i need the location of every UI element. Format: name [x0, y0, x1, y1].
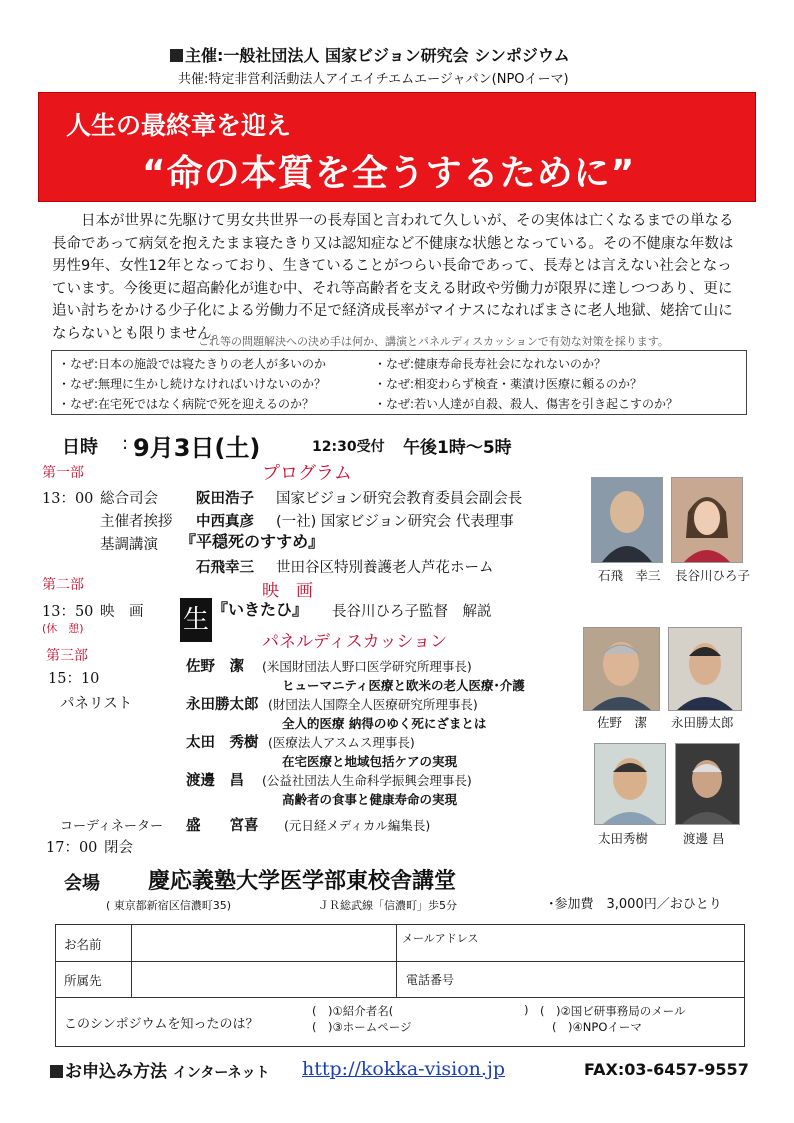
phone-label: 電話番号	[406, 973, 455, 987]
phone-field[interactable]	[486, 963, 740, 995]
option-email[interactable]: ( )②国ビ研事務局のメール	[540, 1004, 686, 1018]
panelist-topic: 高齢者の食事と健康寿命の実現	[282, 792, 458, 807]
event-date: 9月3日(土)	[133, 434, 261, 462]
question-item: ・なぜ:若い人達が自殺、殺人、傷害を引き起こすのか？	[374, 397, 679, 411]
coordinator-affiliation: (元日経メディカル編集長)	[284, 818, 431, 833]
option-referrer[interactable]: ( )①紹介者名(	[312, 1004, 394, 1018]
square-bullet-icon	[170, 49, 183, 62]
fee: ･参加費 3,000円／おひとり	[548, 897, 722, 912]
portrait-photo	[675, 743, 740, 825]
question-item: ・なぜ:日本の施設では寝たきりの老人が多いのか	[58, 357, 327, 371]
option-homepage[interactable]: ( )③ホームページ	[312, 1020, 412, 1034]
panelist-affiliation: (公益社団法人生命科学振興会理事長)	[262, 773, 472, 788]
panelist-topic: 全人的医療 納得のゆく死にざまとは	[282, 716, 487, 731]
question-item: ・なぜ:無理に生かし続けなければいけないのか？	[58, 377, 327, 391]
affiliation-label: 所属先	[64, 973, 102, 988]
film-director: 長谷川ひろ子監督 解説	[332, 604, 492, 620]
coordinator-name: 盛 宮喜	[186, 818, 259, 834]
panelist-topic: ヒューマニティ医療と欧米の老人医療･介護	[282, 678, 525, 693]
venue-access: ＪＲ総武線「信濃町」歩5分	[318, 899, 457, 912]
speaker-affiliation: 国家ビジョン研究会教育委員会副会長	[276, 491, 523, 507]
portrait-photo	[591, 477, 663, 563]
photo-caption: 佐野 潔	[597, 715, 648, 730]
panel-heading: パネルディスカッション	[262, 632, 448, 652]
fax-number: FAX:03-6457-9557	[584, 1060, 749, 1079]
divider	[56, 961, 744, 962]
part3-label: 第三部	[46, 648, 88, 664]
option-referrer-close: )	[524, 1003, 529, 1017]
time-1300: 13：00	[42, 491, 94, 507]
square-bullet-icon	[50, 1065, 63, 1078]
photo-caption: 太田秀樹	[598, 831, 649, 846]
panelist-name: 渡邊 昌	[186, 773, 244, 789]
panelist-affiliation: (医療法人アスムス理事長)	[268, 735, 415, 750]
panelist-name: 永田勝太郎	[186, 697, 259, 713]
photo-caption: 石飛 幸三	[598, 568, 661, 583]
apply-method: お申込み方法 インターネット	[50, 1057, 270, 1082]
panelist-name: 佐野 潔	[186, 659, 244, 675]
program-heading: プログラム	[262, 463, 352, 484]
intro-paragraph: 日本が世界に先駆けて男女共世界一の長寿国と言われて久しいが、その実体は亡くなるまでの単なる長命であって病気を抱えたまま寝たきり又は認知症など不健康な状態となっている。その不健康な年数は男性9年、女性12年となっており、生きていることがつらい長命であって、長寿とは言えない社会となっています。今後更に超高齢化が進む中、それ等高齢者を支える財政や労働力が限界に達しつつあり、更に追い討ちをかける少子化による労働力不足で経済成長率がマイナスになればまさに老人地獄、姥捨て山にならないとも限りません。	[52, 213, 734, 342]
how-label: このシンポジウムを知ったのは？	[64, 1017, 259, 1032]
questions-box	[51, 350, 747, 415]
closing-label: 閉会	[104, 840, 133, 856]
film-title: 『いきたひ』	[212, 600, 309, 619]
portrait-photo	[668, 627, 742, 711]
role-keynote: 基調講演	[100, 537, 158, 553]
photo-caption: 永田勝太郎	[671, 715, 734, 730]
question-item: ・なぜ:健康寿命長寿社会になれないのか？	[374, 357, 607, 371]
coordinator-label: コーディネーター	[60, 819, 163, 834]
divider	[131, 925, 132, 997]
speaker-name: 石飛幸三	[196, 560, 254, 576]
name-field[interactable]	[134, 927, 392, 959]
time-1510: 15：10	[48, 671, 100, 687]
panelist-name: 太田 秀樹	[186, 735, 259, 751]
affiliation-field[interactable]	[134, 963, 392, 995]
keynote-title: 『平穏死のすすめ』	[180, 532, 325, 551]
film-logo: 生	[180, 598, 212, 642]
venue-label: 会場	[64, 873, 100, 894]
speaker-name: 阪田浩子	[196, 491, 254, 507]
website-link[interactable]: http://kokka-vision.jp	[302, 1058, 506, 1080]
email-label: メールアドレス	[402, 932, 479, 945]
panelist-topic: 在宅医療と地域包括ケアの実現	[282, 754, 458, 769]
film-label: 映 画	[100, 604, 144, 620]
speaker-affiliation: (一社) 国家ビジョン研究会 代表理事	[276, 514, 514, 530]
portrait-photo	[594, 743, 666, 825]
lead-text: これ等の問題解決への決め手は何か、講演とパネルディスカッションで有効な対策を採ります。	[198, 335, 669, 348]
question-item: ・なぜ:在宅死ではなく病院で死を迎えるのか？	[58, 397, 315, 411]
portrait-photo	[671, 477, 743, 563]
banner-title: “命の本質を全うするために”	[142, 153, 636, 194]
panelists-label: パネリスト	[60, 696, 133, 712]
question-item: ・なぜ:相変わらず検査・薬漬け医療に頼るのか？	[374, 377, 643, 391]
panelist-affiliation: (米国財団法人野口医学研究所理事長)	[262, 659, 472, 674]
portrait-photo	[583, 627, 660, 711]
venue-name: 慶応義塾大学医学部東校舎講堂	[148, 869, 457, 894]
part1-label: 第一部	[42, 465, 84, 481]
role-mc: 総合司会	[100, 491, 158, 507]
time-1700: 17：00	[46, 840, 98, 856]
venue-address: ( 東京都新宿区信濃町35)	[106, 899, 232, 912]
organizer-line: 主催:一般社団法人 国家ビジョン研究会 シンポジウム	[170, 43, 570, 66]
panelist-affiliation: (財団法人国際全人医療研究所理事長)	[268, 697, 478, 712]
divider	[396, 925, 397, 997]
photo-caption: 渡邊 昌	[683, 831, 725, 846]
role-greeting: 主催者挨拶	[100, 514, 173, 530]
break-label: (休 憩)	[42, 622, 84, 635]
reception-time: 12:30受付	[312, 439, 385, 455]
option-npo[interactable]: ( )④NPOイーマ	[552, 1020, 642, 1034]
date-label: 日時	[62, 437, 98, 458]
part2-label: 第二部	[42, 577, 84, 593]
film-heading: 映 画	[262, 581, 313, 601]
cosponsor-line: 共催:特定非営利活動法人アイエイチエムエージャパン(NPOイーマ)	[178, 72, 569, 87]
time-1350: 13：50	[42, 604, 94, 620]
speaker-name: 中西真彦	[196, 514, 254, 530]
name-label: お名前	[64, 937, 102, 952]
event-time: 午後1時～5時	[403, 438, 512, 458]
speaker-affiliation: 世田谷区特別養護老人芦花ホーム	[276, 560, 494, 576]
date-colon: :	[122, 433, 129, 454]
banner-subtitle: 人生の最終章を迎え	[66, 111, 292, 140]
divider	[56, 997, 744, 998]
photo-caption: 長谷川ひろ子	[675, 568, 751, 583]
email-field[interactable]	[486, 927, 740, 959]
registration-form	[55, 924, 745, 1047]
